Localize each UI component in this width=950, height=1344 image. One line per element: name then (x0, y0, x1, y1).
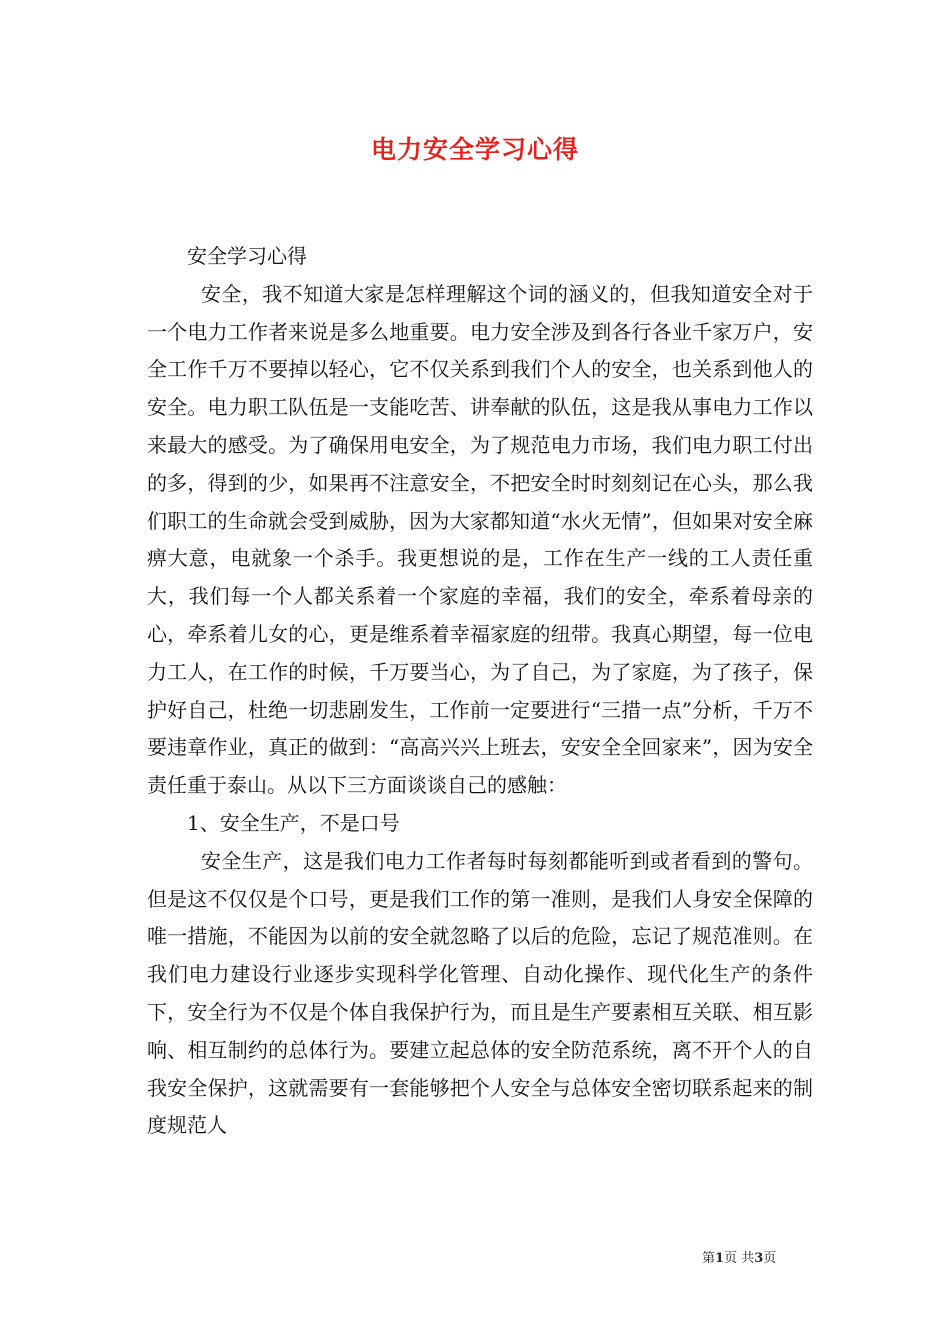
footer-middle: 页 共 (724, 1251, 755, 1266)
subsection-heading: 1、安全生产，不是口号 (187, 810, 400, 835)
footer-prefix: 第 (702, 1251, 716, 1266)
footer-page-number: 1 (715, 1251, 725, 1266)
footer-suffix: 页 (763, 1251, 777, 1266)
body-paragraph: 安全，我不知道大家是怎样理解这个词的涵义的，但我知道安全对于一个电力工作者来说是多么地重要。电力安全涉及到各行各业千家万户，安全工作千万不要掉以轻心，它不仅关系到我们个人的安全，也关系到他人的安全。电力职工队伍是一支能吃苦、讲奉献的队伍，这是我从事电力工作以来最大的感受。为了确保用电安全，为了规范电力市场，我们电力职工付出的多，得到的少，如果再不注意安全，不把安全时时刻刻记在心头，那么我们职工的生命就会受到威胁，因为大家都知道“水火无情”，但如果对安全麻痹大意，电就象一个杀手。我更想说的是，工作在生产一线的工人责任重大，我们每一个人都关系着一个家庭的幸福，我们的安全，牵系着母亲的心，牵系着儿女的心，更是维系着幸福家庭的纽带。我真心期望，每一位电力工人，在工作的时候，千万要当心，为了自己，为了家庭，为了孩子，保护好自己，杜绝一切悲剧发生，工作前一定要进行“三措一点”分析，千万不要违章作业，真正的做到：“高高兴兴上班去，安安全全回家来”，因为安全责任重于泰山。从以下三方面谈谈自己的感触： (147, 281, 813, 798)
page-footer (702, 1247, 822, 1266)
body-paragraph: 安全生产，这是我们电力工作者每时每刻都能听到或者看到的警句。但是这不仅仅是个口号，更是我们工作的第一准则，是我们人身安全保障的唯一措施，不能因为以前的安全就忽略了以后的危险，忘记了规范准则。在我们电力建设行业逐步实现科学化管理、自动化操作、现代化生产的条件下，安全行为不仅是个体自我保护行为，而且是生产要素相互关联、相互影响、相互制约的总体行为。要建立起总体的安全防范系统，离不开个人的自我安全保护，这就需要有一套能够把个人安全与总体安全密切联系起来的制度规范人 (147, 848, 813, 1138)
footer-total-pages: 3 (754, 1251, 764, 1266)
document-title: 电力安全学习心得 (370, 135, 579, 164)
section-heading: 安全学习心得 (187, 244, 307, 268)
document-body (147, 238, 813, 1145)
